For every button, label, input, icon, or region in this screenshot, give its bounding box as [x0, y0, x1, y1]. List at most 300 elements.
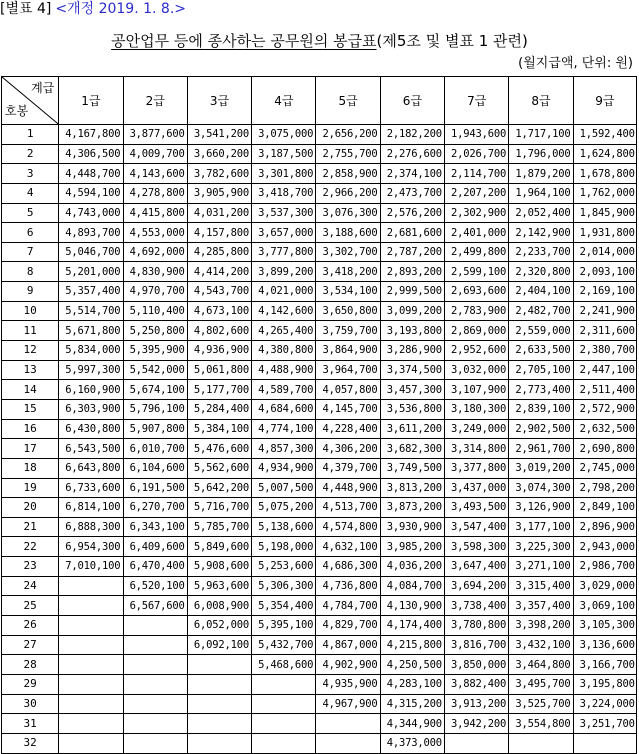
salary-cell: 4,686,300	[316, 557, 380, 577]
column-header: 5급	[316, 77, 380, 125]
salary-cell: 2,559,000	[509, 321, 573, 341]
salary-cell: 2,302,900	[445, 203, 509, 223]
salary-cell: 4,589,700	[252, 380, 316, 400]
salary-cell: 6,343,100	[123, 517, 187, 537]
salary-cell: 5,075,200	[252, 498, 316, 518]
step-cell: 17	[2, 439, 59, 459]
step-cell: 16	[2, 419, 59, 439]
salary-cell: 4,692,000	[123, 242, 187, 262]
salary-cell: 2,233,700	[509, 242, 573, 262]
salary-cell: 3,850,000	[445, 655, 509, 675]
salary-cell: 2,482,700	[509, 301, 573, 321]
salary-cell: 5,357,400	[59, 282, 123, 302]
table-row	[2, 733, 637, 753]
salary-cell: 2,896,900	[573, 517, 636, 537]
step-cell: 5	[2, 203, 59, 223]
salary-cell: 2,093,100	[573, 262, 636, 282]
salary-cell: 1,678,800	[573, 164, 636, 184]
salary-cell	[187, 733, 251, 753]
salary-cell: 2,656,200	[316, 125, 380, 145]
salary-cell: 2,783,900	[445, 301, 509, 321]
salary-cell: 6,888,300	[59, 517, 123, 537]
salary-cell	[187, 655, 251, 675]
column-header: 9급	[573, 77, 636, 125]
salary-cell	[316, 714, 380, 734]
step-cell: 3	[2, 164, 59, 184]
salary-cell: 4,488,900	[252, 360, 316, 380]
salary-cell: 3,749,500	[380, 458, 444, 478]
salary-cell: 4,936,900	[187, 341, 251, 361]
salary-cell	[123, 694, 187, 714]
step-cell: 11	[2, 321, 59, 341]
salary-cell: 4,934,900	[252, 458, 316, 478]
salary-cell: 3,019,200	[509, 458, 573, 478]
table-row	[2, 144, 637, 164]
salary-cell: 5,250,800	[123, 321, 187, 341]
salary-cell: 4,306,200	[316, 439, 380, 459]
salary-cell: 5,907,800	[123, 419, 187, 439]
salary-cell: 4,893,700	[59, 223, 123, 243]
salary-cell: 3,251,700	[573, 714, 636, 734]
salary-cell: 4,084,700	[380, 576, 444, 596]
salary-cell: 4,157,800	[187, 223, 251, 243]
step-cell: 25	[2, 596, 59, 616]
salary-cell: 4,774,100	[252, 419, 316, 439]
table-row	[2, 301, 637, 321]
salary-cell: 4,857,300	[252, 439, 316, 459]
salary-cell: 4,448,900	[316, 478, 380, 498]
salary-cell: 2,839,100	[509, 399, 573, 419]
salary-cell: 4,215,800	[380, 635, 444, 655]
salary-cell: 3,877,600	[123, 125, 187, 145]
step-cell: 23	[2, 557, 59, 577]
salary-cell	[252, 714, 316, 734]
salary-cell: 5,201,000	[59, 262, 123, 282]
step-cell: 27	[2, 635, 59, 655]
salary-cell: 5,007,500	[252, 478, 316, 498]
salary-cell: 4,373,000	[380, 733, 444, 753]
salary-cell: 3,682,300	[380, 439, 444, 459]
salary-cell	[573, 733, 636, 753]
salary-cell: 4,265,400	[252, 321, 316, 341]
step-cell: 1	[2, 125, 59, 145]
salary-cell: 5,785,700	[187, 517, 251, 537]
salary-cell: 3,099,200	[380, 301, 444, 321]
salary-cell: 4,448,700	[59, 164, 123, 184]
salary-cell: 5,476,600	[187, 439, 251, 459]
salary-cell: 6,470,400	[123, 557, 187, 577]
salary-cell: 4,278,800	[123, 183, 187, 203]
salary-cell	[59, 616, 123, 636]
salary-cell: 2,473,700	[380, 183, 444, 203]
salary-cell: 2,787,200	[380, 242, 444, 262]
title-suffix: (제5조 및 별표 1 관련)	[376, 32, 528, 50]
salary-cell: 3,882,400	[445, 674, 509, 694]
salary-cell: 4,574,800	[316, 517, 380, 537]
salary-cell: 4,935,900	[316, 674, 380, 694]
salary-cell: 3,418,200	[316, 262, 380, 282]
salary-cell: 3,136,600	[573, 635, 636, 655]
salary-cell: 3,647,400	[445, 557, 509, 577]
salary-cell	[59, 694, 123, 714]
salary-cell	[252, 674, 316, 694]
salary-cell: 4,057,800	[316, 380, 380, 400]
salary-cell: 4,415,800	[123, 203, 187, 223]
salary-cell: 3,029,000	[573, 576, 636, 596]
salary-cell: 4,736,800	[316, 576, 380, 596]
salary-cell: 4,784,700	[316, 596, 380, 616]
salary-cell: 2,401,000	[445, 223, 509, 243]
salary-cell: 5,562,600	[187, 458, 251, 478]
step-cell: 15	[2, 399, 59, 419]
salary-cell: 3,374,500	[380, 360, 444, 380]
salary-cell: 4,673,100	[187, 301, 251, 321]
salary-cell: 3,314,800	[445, 439, 509, 459]
salary-cell: 5,253,600	[252, 557, 316, 577]
salary-cell: 3,930,900	[380, 517, 444, 537]
salary-cell: 5,354,400	[252, 596, 316, 616]
salary-cell: 2,943,000	[573, 537, 636, 557]
salary-cell	[509, 733, 573, 753]
appendix-label: [별표 4]	[0, 1, 52, 17]
column-header: 8급	[509, 77, 573, 125]
salary-cell: 3,738,400	[445, 596, 509, 616]
salary-cell: 4,802,600	[187, 321, 251, 341]
salary-cell: 3,271,100	[509, 557, 573, 577]
table-row	[2, 223, 637, 243]
salary-cell: 4,830,900	[123, 262, 187, 282]
salary-cell	[187, 674, 251, 694]
salary-cell: 4,867,000	[316, 635, 380, 655]
step-cell: 21	[2, 517, 59, 537]
salary-cell: 3,225,300	[509, 537, 573, 557]
salary-cell: 4,902,900	[316, 655, 380, 675]
salary-cell: 5,468,600	[252, 655, 316, 675]
salary-cell: 3,107,900	[445, 380, 509, 400]
salary-cell: 5,384,100	[187, 419, 251, 439]
salary-cell: 3,193,800	[380, 321, 444, 341]
salary-cell: 1,845,900	[573, 203, 636, 223]
table-row	[2, 341, 637, 361]
table-body	[2, 125, 637, 754]
salary-cell: 5,061,800	[187, 360, 251, 380]
salary-cell: 2,241,900	[573, 301, 636, 321]
salary-cell: 3,187,500	[252, 144, 316, 164]
salary-cell: 6,814,100	[59, 498, 123, 518]
step-cell: 30	[2, 694, 59, 714]
salary-cell	[187, 714, 251, 734]
salary-cell: 2,632,500	[573, 419, 636, 439]
step-cell: 8	[2, 262, 59, 282]
salary-cell	[445, 733, 509, 753]
salary-cell: 3,554,800	[509, 714, 573, 734]
salary-cell: 6,643,800	[59, 458, 123, 478]
salary-cell: 2,380,700	[573, 341, 636, 361]
salary-cell: 5,674,100	[123, 380, 187, 400]
salary-cell: 3,249,000	[445, 419, 509, 439]
salary-cell: 2,374,100	[380, 164, 444, 184]
salary-cell: 1,762,000	[573, 183, 636, 203]
salary-cell: 4,142,600	[252, 301, 316, 321]
salary-cell: 4,285,800	[187, 242, 251, 262]
salary-cell: 2,693,600	[445, 282, 509, 302]
salary-cell: 6,191,500	[123, 478, 187, 498]
table-row	[2, 674, 637, 694]
salary-cell: 2,773,400	[509, 380, 573, 400]
salary-cell: 4,414,200	[187, 262, 251, 282]
salary-cell: 4,743,000	[59, 203, 123, 223]
salary-cell: 3,286,900	[380, 341, 444, 361]
column-header: 3급	[187, 77, 251, 125]
salary-cell: 4,970,700	[123, 282, 187, 302]
table-row	[2, 399, 637, 419]
salary-cell: 4,380,800	[252, 341, 316, 361]
salary-cell: 2,755,700	[316, 144, 380, 164]
salary-cell: 5,138,600	[252, 517, 316, 537]
salary-cell	[59, 674, 123, 694]
salary-cell: 2,745,000	[573, 458, 636, 478]
salary-cell: 3,076,300	[316, 203, 380, 223]
salary-cell: 6,160,900	[59, 380, 123, 400]
salary-cell: 3,177,100	[509, 517, 573, 537]
table-row	[2, 164, 637, 184]
salary-cell: 5,963,600	[187, 576, 251, 596]
salary-cell: 2,447,100	[573, 360, 636, 380]
salary-cell	[123, 674, 187, 694]
salary-cell: 3,357,400	[509, 596, 573, 616]
step-cell: 7	[2, 242, 59, 262]
salary-cell: 4,283,100	[380, 674, 444, 694]
salary-cell: 4,021,000	[252, 282, 316, 302]
salary-cell: 3,301,800	[252, 164, 316, 184]
salary-cell: 4,344,900	[380, 714, 444, 734]
table-row	[2, 458, 637, 478]
salary-cell: 5,395,100	[252, 616, 316, 636]
table-row	[2, 576, 637, 596]
salary-cell: 6,270,700	[123, 498, 187, 518]
salary-cell: 3,302,700	[316, 242, 380, 262]
salary-cell: 4,684,600	[252, 399, 316, 419]
salary-cell: 4,967,900	[316, 694, 380, 714]
salary-cell: 3,126,900	[509, 498, 573, 518]
salary-cell: 3,457,300	[380, 380, 444, 400]
salary-cell: 3,598,300	[445, 537, 509, 557]
column-header: 6급	[380, 77, 444, 125]
salary-cell: 1,964,100	[509, 183, 573, 203]
step-cell: 28	[2, 655, 59, 675]
salary-cell: 3,813,200	[380, 478, 444, 498]
salary-cell: 3,541,200	[187, 125, 251, 145]
salary-cell: 1,879,200	[509, 164, 573, 184]
salary-cell	[252, 694, 316, 714]
salary-cell: 4,143,600	[123, 164, 187, 184]
table-row	[2, 242, 637, 262]
salary-cell: 6,092,100	[187, 635, 251, 655]
salary-cell: 6,052,000	[187, 616, 251, 636]
salary-cell: 3,495,700	[509, 674, 573, 694]
salary-cell: 2,705,100	[509, 360, 573, 380]
step-cell: 31	[2, 714, 59, 734]
step-cell: 14	[2, 380, 59, 400]
column-header: 4급	[252, 77, 316, 125]
salary-cell: 4,036,200	[380, 557, 444, 577]
salary-cell: 6,567,600	[123, 596, 187, 616]
table-row	[2, 262, 637, 282]
step-cell: 24	[2, 576, 59, 596]
table-row	[2, 517, 637, 537]
salary-cell: 2,207,200	[445, 183, 509, 203]
salary-cell: 3,525,700	[509, 694, 573, 714]
column-header: 7급	[445, 77, 509, 125]
table-row	[2, 694, 637, 714]
table-row	[2, 419, 637, 439]
salary-cell: 1,624,800	[573, 144, 636, 164]
salary-cell: 3,611,200	[380, 419, 444, 439]
salary-cell: 5,908,600	[187, 557, 251, 577]
table-row	[2, 714, 637, 734]
salary-cell: 6,409,600	[123, 537, 187, 557]
salary-cell: 2,893,200	[380, 262, 444, 282]
page-title	[0, 31, 639, 51]
step-cell: 6	[2, 223, 59, 243]
salary-cell	[123, 733, 187, 753]
salary-cell: 4,250,500	[380, 655, 444, 675]
salary-cell: 3,816,700	[445, 635, 509, 655]
salary-cell: 2,633,500	[509, 341, 573, 361]
table-row	[2, 282, 637, 302]
table-row	[2, 635, 637, 655]
salary-cell: 2,404,100	[509, 282, 573, 302]
salary-cell: 2,014,000	[573, 242, 636, 262]
salary-cell: 5,997,300	[59, 360, 123, 380]
salary-cell: 4,031,200	[187, 203, 251, 223]
salary-cell: 3,075,000	[252, 125, 316, 145]
step-cell: 32	[2, 733, 59, 753]
salary-cell	[59, 655, 123, 675]
salary-cell: 3,377,800	[445, 458, 509, 478]
salary-cell: 6,733,600	[59, 478, 123, 498]
table-row	[2, 360, 637, 380]
salary-cell: 2,999,500	[380, 282, 444, 302]
salary-cell: 2,690,800	[573, 439, 636, 459]
table-row	[2, 498, 637, 518]
salary-cell: 4,513,700	[316, 498, 380, 518]
salary-cell: 3,547,400	[445, 517, 509, 537]
salary-cell: 7,010,100	[59, 557, 123, 577]
salary-cell: 4,145,700	[316, 399, 380, 419]
salary-cell: 3,493,500	[445, 498, 509, 518]
salary-cell: 4,594,100	[59, 183, 123, 203]
salary-cell: 6,010,700	[123, 439, 187, 459]
salary-cell: 3,398,200	[509, 616, 573, 636]
salary-cell: 4,543,700	[187, 282, 251, 302]
salary-cell: 2,961,700	[509, 439, 573, 459]
document-header	[0, 0, 186, 18]
step-cell: 18	[2, 458, 59, 478]
salary-cell: 5,110,400	[123, 301, 187, 321]
column-header: 1급	[59, 77, 123, 125]
step-cell: 20	[2, 498, 59, 518]
salary-cell	[59, 714, 123, 734]
salary-cell: 3,650,800	[316, 301, 380, 321]
salary-cell: 2,026,700	[445, 144, 509, 164]
salary-cell: 5,642,200	[187, 478, 251, 498]
header-row	[2, 77, 637, 125]
salary-cell: 2,182,200	[380, 125, 444, 145]
salary-cell: 6,520,100	[123, 576, 187, 596]
salary-cell: 2,681,600	[380, 223, 444, 243]
salary-cell: 3,759,700	[316, 321, 380, 341]
salary-cell: 5,542,000	[123, 360, 187, 380]
step-cell: 26	[2, 616, 59, 636]
corner-label-grade: 계급	[31, 81, 55, 95]
salary-cell: 2,952,600	[445, 341, 509, 361]
step-cell: 29	[2, 674, 59, 694]
salary-cell: 5,514,700	[59, 301, 123, 321]
salary-cell: 6,543,500	[59, 439, 123, 459]
salary-cell: 3,074,300	[509, 478, 573, 498]
salary-cell	[59, 733, 123, 753]
salary-cell: 5,796,100	[123, 399, 187, 419]
salary-cell: 4,228,400	[316, 419, 380, 439]
salary-cell: 3,418,700	[252, 183, 316, 203]
salary-cell: 2,511,400	[573, 380, 636, 400]
salary-cell: 1,717,100	[509, 125, 573, 145]
salary-cell: 3,657,000	[252, 223, 316, 243]
salary-cell: 2,114,700	[445, 164, 509, 184]
salary-cell: 4,174,400	[380, 616, 444, 636]
table-row	[2, 478, 637, 498]
salary-cell	[123, 714, 187, 734]
salary-cell: 1,943,600	[445, 125, 509, 145]
salary-cell: 2,798,200	[573, 478, 636, 498]
salary-cell: 2,276,600	[380, 144, 444, 164]
salary-cell: 2,599,100	[445, 262, 509, 282]
salary-cell: 4,553,000	[123, 223, 187, 243]
salary-cell	[123, 655, 187, 675]
step-cell: 19	[2, 478, 59, 498]
salary-cell: 4,009,700	[123, 144, 187, 164]
salary-cell: 5,716,700	[187, 498, 251, 518]
salary-cell: 3,224,000	[573, 694, 636, 714]
table-row	[2, 537, 637, 557]
salary-cell	[59, 596, 123, 616]
step-cell: 13	[2, 360, 59, 380]
salary-cell: 3,777,800	[252, 242, 316, 262]
salary-cell: 2,869,000	[445, 321, 509, 341]
column-header: 2급	[123, 77, 187, 125]
salary-cell	[316, 733, 380, 753]
salary-cell: 5,306,300	[252, 576, 316, 596]
salary-cell: 2,966,200	[316, 183, 380, 203]
salary-cell: 3,195,800	[573, 674, 636, 694]
salary-cell: 4,130,900	[380, 596, 444, 616]
salary-cell: 3,536,800	[380, 399, 444, 419]
salary-cell: 4,829,700	[316, 616, 380, 636]
salary-cell: 4,167,800	[59, 125, 123, 145]
salary-cell: 3,985,200	[380, 537, 444, 557]
salary-cell: 3,660,200	[187, 144, 251, 164]
salary-cell: 2,902,500	[509, 419, 573, 439]
salary-cell: 2,858,900	[316, 164, 380, 184]
salary-cell: 4,306,500	[59, 144, 123, 164]
salary-table	[1, 76, 637, 754]
salary-cell: 2,311,600	[573, 321, 636, 341]
salary-cell: 3,782,600	[187, 164, 251, 184]
step-cell: 22	[2, 537, 59, 557]
salary-cell: 3,315,400	[509, 576, 573, 596]
table-row	[2, 183, 637, 203]
